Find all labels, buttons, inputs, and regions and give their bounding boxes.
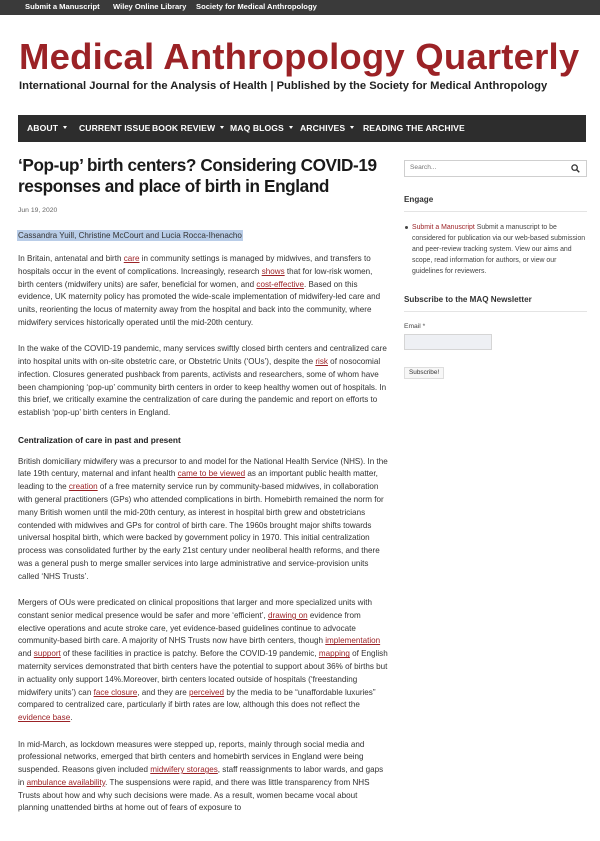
text-span: . Based on this evidence, UK maternity policy has promoted the wide-scale implementation of midwifery-led care and units, reorienting the locus of maternity away from the hospital and back into the community, where midwifery services historically operated until the mid-20th century. xyxy=(18,279,381,327)
engage-link-submit-manuscript[interactable]: Submit a Manuscript xyxy=(412,224,475,231)
link-midwifery-storages[interactable]: midwifery storages xyxy=(150,765,218,775)
article-authors: Cassandra Yuill, Christine McCourt and Lucia Rocca-Ihenacho xyxy=(18,231,242,240)
article-date: Jun 19, 2020 xyxy=(18,207,58,214)
text-span: In mid-March, as lockdown measures were stepped up, reports, mainly through social media and professional networks, emerged that birth centers and homebirth services in England were being suspended. Reasons given included xyxy=(18,739,365,775)
newsletter-heading: Subscribe to the MAQ Newsletter xyxy=(404,295,532,304)
nav-item-label: ABOUT xyxy=(27,123,59,133)
text-span: and xyxy=(18,649,34,659)
link-cost-effective[interactable]: cost-effective xyxy=(256,279,304,289)
topbar-link-society[interactable]: Society for Medical Anthropology xyxy=(196,2,317,11)
caret-down-icon xyxy=(63,126,67,129)
text-span: , and they are xyxy=(137,687,189,697)
engage-description: Submit a manuscript to be considered for publication via our web-based submission and peer-review tracking system. View our aims and scope, read information for authors, or view our guidelines for reviewers. xyxy=(412,224,586,275)
nav-item-book-review[interactable] xyxy=(152,123,224,133)
text-span: evidence from elective operations and acute stroke care, yet evidence-based guidelines continue to advocate community-based birth care. A majority of NHS Trusts now have birth centers, though xyxy=(18,610,361,646)
caret-down-icon xyxy=(289,126,293,129)
link-evidence-base[interactable]: evidence base xyxy=(18,713,71,723)
divider xyxy=(404,311,587,312)
nav-item-label: ARCHIVES xyxy=(300,123,346,133)
bullet-icon xyxy=(405,226,408,229)
search-input[interactable] xyxy=(410,164,560,171)
subscribe-button[interactable]: Subscribe! xyxy=(404,367,444,379)
site-title[interactable]: Medical Anthropology Quarterly xyxy=(19,36,580,77)
link-care[interactable]: care xyxy=(123,254,140,263)
link-ambulance-availability[interactable]: ambulance availability xyxy=(26,777,106,787)
text-span: of a free maternity service run by community-based midwives, in collaboration with general practitioners (GPs) who attended complications in birth. Homebirth remained the norm for many British women until the mid-20th century, as interest in hospital birth grew and obstetricians contended with midwives and GPs for control of birth care. The 1960s brought major shifts towards universal hospital birth, which were backed by government policy in 1970. This initial centralization process was consolidated further by the early 21st century under neoliberal health reforms, and there was a general push to merge smaller services into large administrative and service-provision units called ‘NHS Trusts’. xyxy=(18,482,384,581)
text-span: , staff reassignments to labor wards, and gaps in xyxy=(18,765,384,787)
article-title: ‘Pop-up’ birth centers? Considering COVID-19 responses and place of birth in England xyxy=(18,155,377,196)
nav-item-label: CURRENT ISSUE xyxy=(79,123,151,133)
text-span: in community settings is managed by midwives, and transfers to hospitals occur in the event of complications. Increasingly, research xyxy=(18,254,371,276)
text-span: of these facilities in practice is patchy. Before the COVID-19 pandemic, xyxy=(60,649,319,659)
text-span: Mergers of OUs were predicated on clinical propositions that larger and more specialized units with constant senior medical presence would be safer and more ‘efficient’, xyxy=(18,598,373,620)
link-shows[interactable]: shows xyxy=(261,266,285,276)
text-span: . The suspensions were rapid, and there was little transparency from NHS Trusts about how and why such decisions were made. As a result, women became vocal about planning unattended births at home out of fears of exposure to xyxy=(18,777,370,813)
caret-down-icon xyxy=(220,126,224,129)
text-span: . xyxy=(70,713,73,723)
text-span: as an important public health matter, leading to the xyxy=(18,469,378,492)
text-span: of English maternity services demonstrated that birth centers have the potential to support about 36% of births but in actuality only support 14%.Moreover, birth centers located outside of hospitals (‘freestanding midwifery units’) can xyxy=(18,649,388,697)
link-face-closure[interactable]: face closure xyxy=(93,687,138,697)
link-came-to-be-viewed[interactable]: came to be viewed xyxy=(177,469,246,479)
link-creation[interactable]: creation xyxy=(68,482,98,492)
article-paragraph xyxy=(18,456,390,584)
nav-item-label: MAQ BLOGS xyxy=(230,123,284,133)
search-box xyxy=(404,160,587,177)
section-heading: Centralization of care in past and present xyxy=(18,434,181,445)
email-label: Email * xyxy=(404,323,426,330)
link-drawing-on[interactable]: drawing on xyxy=(268,610,308,620)
article-paragraph xyxy=(18,253,390,330)
text-span: In Britain, antenatal and birth xyxy=(18,254,124,263)
link-perceived[interactable]: perceived xyxy=(188,687,225,697)
article-paragraph xyxy=(18,343,390,420)
search-icon[interactable] xyxy=(571,164,580,173)
nav-item-reading-the-archive[interactable] xyxy=(363,123,465,133)
topbar-link-submit-manuscript[interactable]: Submit a Manuscript xyxy=(25,2,100,11)
nav-item-archives[interactable] xyxy=(300,123,354,133)
caret-down-icon xyxy=(350,126,354,129)
article-body xyxy=(18,253,390,829)
link-support[interactable]: support xyxy=(33,649,61,659)
nav-item-current-issue[interactable] xyxy=(79,123,151,133)
top-bar xyxy=(0,0,600,15)
text-span: In the wake of the COVID-19 pandemic, many services swiftly closed birth centers and centralized care into hospital units with on-site obstetric care, or Obstetric Units (‘OUs’), despite the xyxy=(18,344,387,367)
link-mapping[interactable]: mapping xyxy=(318,649,350,659)
article-paragraph xyxy=(18,739,390,816)
text-span: British domiciliary midwifery was a precursor to and model for the National Health Service (NHS). In the late 19th century, maternal and infant health xyxy=(18,456,388,479)
topbar-link-wiley-online-library[interactable]: Wiley Online Library xyxy=(113,2,187,11)
main-nav xyxy=(18,115,586,142)
masthead xyxy=(19,35,589,92)
text-span: by the media to be “unaffordable luxuries” compared to centralized care, particularly if birth rates are low, although this does not reflect the xyxy=(18,687,376,710)
engage-item xyxy=(404,222,587,277)
nav-item-about[interactable] xyxy=(27,123,67,133)
nav-item-maq-blogs[interactable] xyxy=(230,123,293,133)
nav-item-label: READING THE ARCHIVE xyxy=(363,123,465,133)
article-paragraph xyxy=(18,597,390,725)
text-span: of nosocomial infection. Closures generated pushback from parents, activists and researchers, some of whom have been championing ‘pop-up’ community birth centers in order to keep healthy women out of hospitals. In this brief, we critically examine the centralization of care during the pandemic and report on efforts to establish ‘pop-up’ birth centers in England. xyxy=(18,357,387,418)
email-field[interactable] xyxy=(404,334,492,350)
nav-item-label: BOOK REVIEW xyxy=(152,123,216,133)
text-span: that for low-risk women, birth centers (midwifery units) are safer, beneficial for women, and xyxy=(18,266,373,289)
divider xyxy=(404,211,587,212)
engage-heading: Engage xyxy=(404,195,434,204)
site-tagline: International Journal for the Analysis of Health | Published by the Society for Medical Anthropology xyxy=(19,80,548,92)
link-risk[interactable]: risk xyxy=(315,357,328,367)
link-implementation[interactable]: implementation xyxy=(325,636,381,646)
